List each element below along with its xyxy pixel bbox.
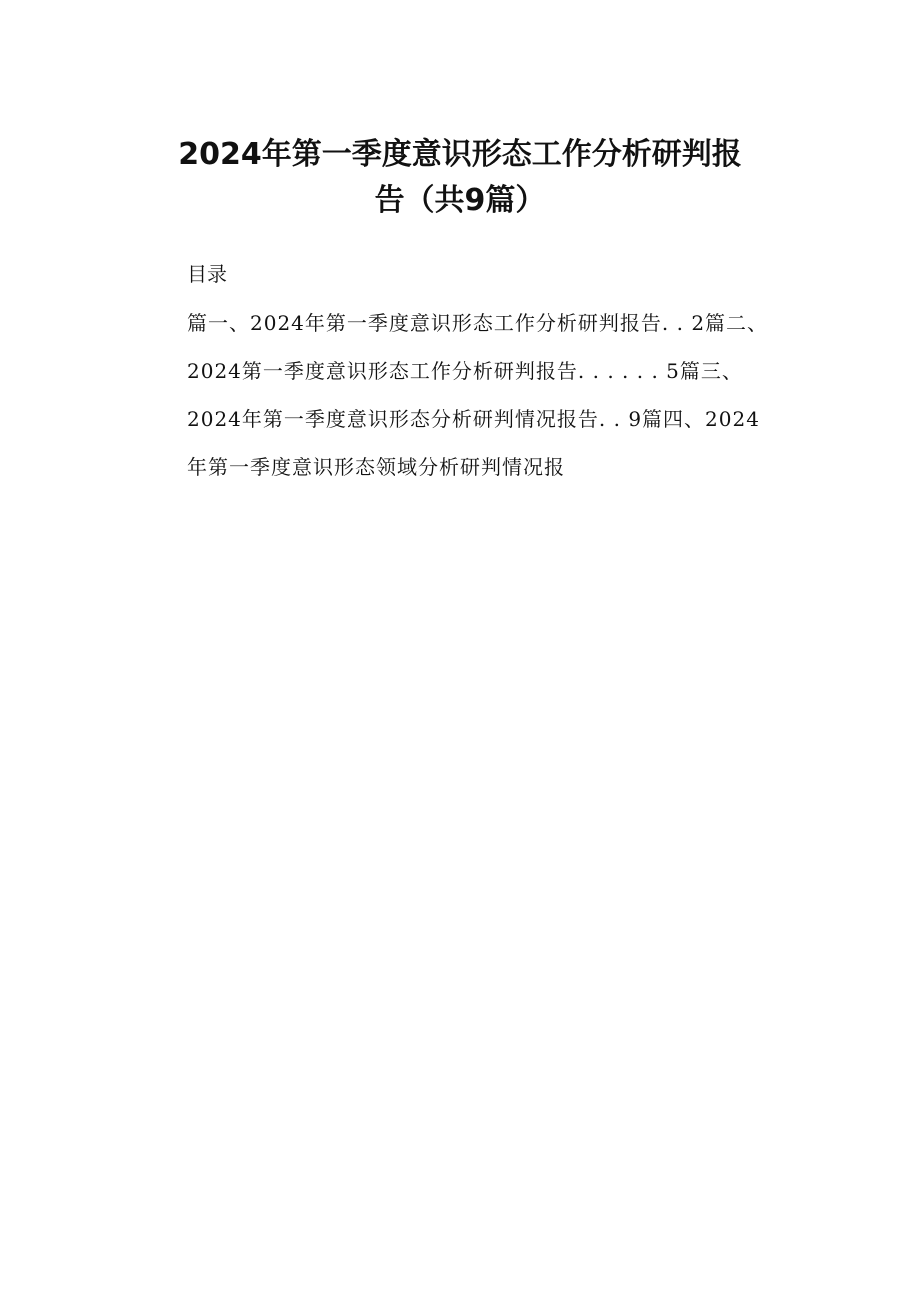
toc-line: 篇一、2024年第一季度意识形态工作分析研判报告. . 2篇二、	[187, 311, 769, 335]
toc-line: 2024年第一季度意识形态分析研判情况报告. . 9篇四、2024	[187, 407, 760, 431]
title-line-1: 2024年第一季度意识形态工作分析研判报	[178, 137, 742, 172]
toc-line: 年第一季度意识形态领域分析研判情况报	[187, 455, 565, 479]
toc-line: 2024第一季度意识形态工作分析研判报告. . . . . . 5篇三、	[187, 359, 743, 383]
document-title	[150, 132, 770, 224]
title-line-2: 告（共9篇）	[374, 183, 546, 218]
toc-heading: 目录	[187, 262, 227, 286]
